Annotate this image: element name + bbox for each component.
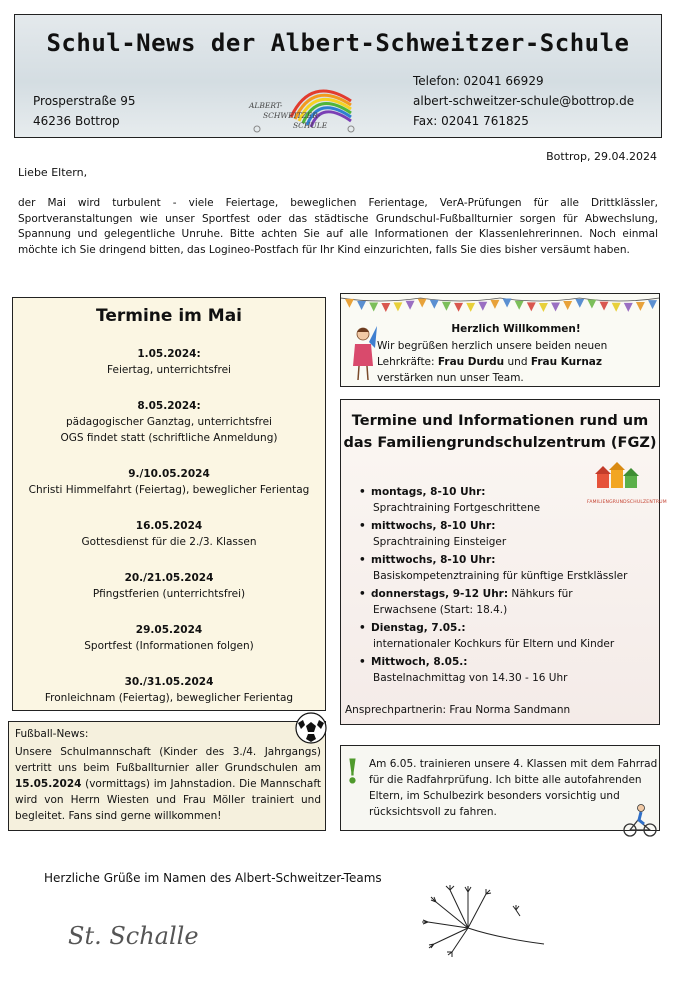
fgz-logo: FAMILIENGRUNDSCHULZENTRUM bbox=[587, 462, 655, 506]
list-item: • montags, 8-10 Uhr: Sprachtraining Fortgeschrittene bbox=[355, 484, 659, 516]
fax-number: Fax: 02041 761825 bbox=[413, 114, 529, 128]
fussball-text: Unsere Schulmannschaft (Kinder des 3./4. Jahrgangs) vertritt uns beim Fußballturnier aller Grundschulen am 15.05.2024 (vormittags) im Jahnstadion. Die Mannschaft wird von Herrn Wiesten und Frau Möller trainiert und begleitet. Fans sind gerne willkommen! bbox=[15, 746, 321, 822]
newsletter-header bbox=[14, 14, 662, 138]
termine-title: Termine im Mai bbox=[95, 306, 243, 326]
list-item: 16.05.2024 Gottesdienst für die 2./3. Klassen bbox=[81, 520, 257, 548]
address-street: Prosperstraße 95 bbox=[33, 94, 136, 108]
welcome-text: Wir begrüßen herzlich unsere beiden neuen Lehrkräfte: Frau Durdu und Frau Kurnaz verstärken nun unser Team. bbox=[377, 340, 608, 384]
list-item: 30./31.05.2024 Fronleichnam (Feiertag), beweglicher Ferientag bbox=[44, 676, 294, 704]
soccer-ball-icon bbox=[294, 711, 328, 745]
fgz-box bbox=[340, 399, 667, 725]
exclamation-icon: ! bbox=[345, 752, 360, 792]
email-address[interactable]: albert-schweitzer-schule@bottrop.de bbox=[413, 94, 635, 108]
radfahrpruefung-box bbox=[340, 745, 660, 831]
address-city: 46236 Bottrop bbox=[33, 114, 120, 128]
handwritten-signature bbox=[68, 910, 218, 960]
list-item: 9./10.05.2024 Christi Himmelfahrt (Feiertag), beweglicher Ferientag bbox=[28, 468, 310, 496]
greeting: Liebe Eltern, bbox=[18, 166, 88, 179]
fgz-title: Termine und Informationen rund um das Familiengrundschulzentrum (FGZ) bbox=[343, 413, 657, 451]
welcome-title: Herzlich Willkommen! bbox=[451, 323, 581, 335]
closing-line: Herzliche Grüße im Namen des Albert-Schweitzer-Teams bbox=[44, 871, 382, 885]
svg-text:St. Schalle: St. Schalle bbox=[68, 922, 199, 950]
list-item: • Dienstag, 7.05.: internationaler Kochkurs für Eltern und Kinder bbox=[355, 620, 659, 652]
fgz-contact-person: Ansprechpartnerin: Frau Norma Sandmann bbox=[345, 704, 571, 716]
fgz-list bbox=[355, 484, 659, 688]
school-contact bbox=[413, 71, 634, 131]
termine-list bbox=[13, 346, 325, 706]
list-item: 1.05.2024: Feiertag, unterrichtsfrei bbox=[107, 348, 231, 376]
intro-paragraph: der Mai wird turbulent - viele Feiertage, beweglichen Ferientage, VerA-Prüfungen für alle Drittklässler, Sportveranstaltungen wie unser Sportfest oder das städtische Grundschul-Fußballturnier sorgen für Abwechslung, Spannung und gelegentliche Unruhe. Bitte achten Sie auf alle Informationen der Klassenlehrerinnen. Noch einmal möchte ich Sie dringend bitten, das Logineo-Postfach für Ihr Kind einzurichten, falls Sie dies bisher versäumt haben. bbox=[18, 197, 658, 256]
girl-with-cone-icon bbox=[347, 322, 379, 384]
radfahrpruefung-text: Am 6.05. trainieren unsere 4. Klassen mit dem Fahrrad für die Radfahrprüfung. Ich bitte alle autofahrenden Eltern, im Schulbezirk besonders vorsichtig und rücksichtsvoll zu fahren. bbox=[369, 758, 658, 818]
list-item: • Mittwoch, 8.05.: Bastelnachmittag von 14.30 - 16 Uhr bbox=[355, 654, 659, 686]
newsletter-title: Schul-News der Albert-Schweitzer-Schule bbox=[46, 29, 630, 57]
fussball-heading: Fußball-News: bbox=[15, 728, 89, 740]
welcome-box bbox=[340, 293, 660, 387]
list-item: 29.05.2024 Sportfest (Informationen folgen) bbox=[84, 624, 254, 652]
list-item: • donnerstags, 9-12 Uhr: Nähkurs für Erwachsene (Start: 18.4.) bbox=[355, 586, 659, 618]
list-item: 20./21.05.2024 Pfingstferien (unterrichtsfrei) bbox=[92, 572, 246, 600]
letter-date: Bottrop, 29.04.2024 bbox=[546, 150, 657, 163]
list-item: 8.05.2024: pädagogischer Ganztag, unterrichtsfrei OGS findet statt (schriftliche Anmeldung) bbox=[60, 400, 278, 444]
termine-box bbox=[12, 297, 326, 711]
logo-lettering: ALBERT- SCHWEITZER- SCHULE bbox=[249, 101, 328, 130]
phone-number: Telefon: 02041 66929 bbox=[413, 74, 544, 88]
bunting-icon bbox=[341, 294, 659, 316]
dandelion-icon bbox=[398, 880, 548, 960]
cyclist-icon bbox=[622, 802, 658, 838]
school-logo bbox=[241, 71, 359, 137]
list-item: • mittwochs, 8-10 Uhr: Basiskompetenztraining für künftige Erstklässler bbox=[355, 552, 659, 584]
list-item: • mittwochs, 8-10 Uhr: Sprachtraining Einsteiger bbox=[355, 518, 659, 550]
school-address bbox=[33, 91, 136, 131]
fussball-box bbox=[8, 721, 326, 831]
